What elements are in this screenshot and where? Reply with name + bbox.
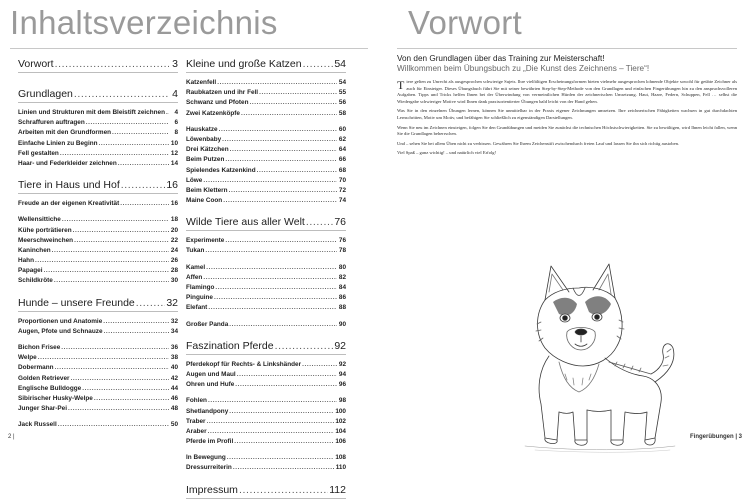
toc-entry[interactable] (18, 128, 178, 138)
leader-dots (55, 363, 169, 373)
toc-entry[interactable] (18, 394, 178, 404)
toc-section[interactable] (186, 58, 346, 73)
leader-dots (223, 196, 337, 206)
leader-dots (215, 283, 337, 293)
toc-entry-title: Drei Kätzchen (186, 146, 229, 154)
toc-entry[interactable] (186, 145, 346, 155)
leader-dots (74, 236, 169, 246)
leader-dots (60, 149, 169, 159)
toc-entry[interactable] (18, 363, 178, 373)
toc-entry-title: Beim Putzen (186, 156, 225, 164)
toc-entry[interactable] (18, 246, 178, 256)
leader-dots (229, 186, 337, 196)
toc-entry-title: Junger Shar-Pei (18, 405, 68, 413)
leader-dots (94, 394, 169, 404)
toc-entry-title: Löwenbaby (186, 135, 222, 143)
leader-dots (234, 437, 334, 447)
toc-column-right (186, 58, 346, 504)
toc-page-number: 34 (170, 327, 178, 335)
page-number-right: Fingerübungen | 3 (689, 434, 742, 440)
foreword-body (397, 79, 737, 160)
toc-entry-title: Augen und Maul (186, 370, 236, 378)
leader-dots (136, 297, 166, 309)
toc-entry-title: Ohren und Hufe (186, 381, 235, 389)
toc-entry[interactable] (186, 88, 346, 98)
toc-entry[interactable] (18, 374, 178, 384)
leader-dots (52, 246, 169, 256)
leader-dots (104, 327, 169, 337)
toc-entry[interactable] (186, 453, 346, 463)
leader-dots (120, 199, 169, 209)
toc-entry-title: Fell gestalten (18, 149, 59, 157)
toc-entry[interactable] (186, 176, 346, 186)
toc-page-number: 8 (174, 129, 178, 137)
leader-dots (230, 145, 337, 155)
toc-entry-title: Maine Coon (186, 197, 223, 205)
leader-dots (166, 108, 169, 118)
spacer (186, 206, 346, 216)
toc-entry-title: Grundlagen (18, 88, 73, 100)
toc-entry-title: Kühe porträtieren (18, 226, 72, 234)
toc-page-number: 96 (338, 381, 346, 389)
leader-dots (118, 159, 169, 169)
spacer (18, 169, 178, 179)
toc-page-number: 12 (170, 149, 178, 157)
toc-entry-title: Vorwort (18, 58, 54, 70)
toc-entry-title: Linien und Strukturen mit dem Bleistift zeichnen (18, 109, 165, 116)
toc-entry-title: Kaninchen (18, 246, 51, 254)
leader-dots (225, 236, 337, 246)
leader-dots (207, 417, 335, 427)
leader-dots (74, 88, 169, 100)
toc-entry-title: Experimente (186, 237, 225, 245)
leader-dots (112, 128, 169, 138)
toc-entry[interactable] (186, 166, 346, 176)
toc-entry[interactable] (186, 437, 346, 447)
title-rule (397, 48, 737, 49)
toc-page-number: 82 (338, 273, 346, 281)
toc-entry-title: Pinguine (186, 294, 213, 302)
toc-page-number: 104 (335, 427, 346, 435)
toc-entry-title: Löwe (186, 176, 203, 184)
toc-entry[interactable] (186, 380, 346, 390)
leader-dots (217, 78, 337, 88)
toc-page-number: 92 (334, 339, 346, 352)
toc-entry[interactable] (18, 215, 178, 225)
leader-dots (208, 396, 337, 406)
foreword-heading (397, 54, 737, 74)
leader-dots (222, 135, 337, 145)
toc-page-number: 42 (170, 374, 178, 382)
toc-entry-title: Beim Klettern (186, 186, 228, 194)
toc-entry[interactable] (18, 327, 178, 337)
leader-dots (58, 420, 169, 430)
toc-entry-title: Elefant (186, 304, 208, 312)
toc-entry[interactable] (186, 246, 346, 256)
leader-dots (219, 125, 337, 135)
toc-entry-title: Englische Bulldogge (18, 384, 82, 392)
page-number-left: 2 | (8, 434, 15, 440)
toc-entry-title: Jack Russell (18, 421, 57, 429)
toc-entry[interactable] (186, 135, 346, 145)
toc-entry-title: Traber (186, 417, 206, 425)
toc-page-number: 40 (170, 364, 178, 372)
toc-entry[interactable] (18, 276, 178, 286)
toc-page-number: 18 (170, 216, 178, 224)
toc-column-left (18, 58, 178, 431)
toc-entry-title: Haar- und Federkleider zeichnen (18, 159, 117, 167)
leader-dots (35, 256, 169, 266)
leader-dots (303, 58, 334, 70)
leader-dots (205, 246, 337, 256)
toc-page-number: 64 (338, 146, 346, 154)
toc-entry[interactable] (18, 266, 178, 276)
toc-entry-title: In Bewegung (186, 454, 226, 462)
toc-entry[interactable] (186, 370, 346, 380)
toc-entry-title: Meerschweinchen (18, 236, 74, 244)
toc-entry[interactable] (18, 139, 178, 149)
toc-entry-title: Pferdekopf für Rechts- & Linkshänder (186, 360, 302, 368)
toc-page-number: 46 (170, 394, 178, 402)
leader-dots (235, 380, 337, 390)
toc-entry-title: Affen (186, 273, 203, 281)
toc-entry-title: Großer Panda (186, 320, 229, 328)
toc-page-number: 24 (170, 246, 178, 254)
toc-entry-title: Faszination Pferde (186, 339, 274, 352)
toc-entry-title: Proportionen und Anatomie (18, 317, 103, 325)
leader-dots (206, 263, 337, 273)
leader-dots (259, 88, 337, 98)
toc-entry-title: Welpe (18, 354, 37, 362)
leader-dots (229, 320, 337, 330)
toc-entry[interactable] (18, 236, 178, 246)
toc-entry-title: Hauskatze (186, 125, 218, 133)
toc-entry[interactable] (18, 149, 178, 159)
leader-dots (86, 118, 169, 128)
toc-entry[interactable] (186, 303, 346, 313)
foreword-title: Vorwort (408, 4, 522, 41)
toc-entry[interactable] (18, 317, 178, 327)
toc-page-number: 88 (338, 304, 346, 312)
toc-entry[interactable] (186, 186, 346, 196)
leader-dots (225, 155, 337, 165)
husky-puppy-illustration (505, 262, 683, 454)
toc-entry-title: Dressurreiterin (186, 464, 232, 472)
toc-entry-title: Tiere in Haus und Hof (18, 179, 120, 192)
toc-page-number: 10 (170, 139, 178, 147)
foreword-paragraph: Tiere gelten zu Unrecht als ausgesprochen schwierige Sujets. Ihre vielfältigen Erscheinungsformen bieten vielmehr ausgesprochen lohnende Objekte sowohl für geübte Zeichner als auch für Einsteiger. Dieses Übungsbuch führt Sie mit seiner bewährten Step-by-Step-Methode von den Grundlagen und einfachen Fingerübungen hin zu den anspruchsvolleren Aufgaben. Tipps und Tricks helfen Ihnen bei der Überwindung von vermeintlichen Hürden der zeichnerischen Umsetzung. Haut, Haare, Federn, Schuppen, Fell … selbst die Wiedergabe schwieriger Motive wird Ihnen dank praxisorientierter Übungen bald leicht von der Hand gehen. (397, 78, 737, 104)
toc-entry[interactable] (18, 108, 178, 118)
toc-entry-title: Impressum (186, 483, 238, 496)
toc-section[interactable] (186, 340, 346, 355)
toc-section[interactable] (186, 216, 346, 231)
toc-entry[interactable] (18, 420, 178, 430)
toc-entry-title: Katzenfell (186, 79, 217, 86)
toc-page-number: 102 (335, 417, 346, 425)
toc-page-number: 55 (338, 89, 346, 97)
toc-entry-title: Hahn (18, 257, 34, 265)
toc-entry[interactable] (18, 384, 178, 394)
toc-page-number: 56 (338, 99, 346, 107)
leader-dots (103, 317, 169, 327)
toc-entry-title: Schraffuren auftragen (18, 119, 85, 127)
leader-dots (71, 374, 170, 384)
foreword-paragraph: Was Sie in den einzelnen Übungen lernen, können Sie unmittelbar in der Praxis eigener Zeichnungen umsetzen. Ihre zeichnerischen Fähigkeiten wachsen in gut durchdachten Lernschritten, Motiv um Motiv, und befähigen Sie schließlich zu eigenständigen Darstellungen. (397, 108, 737, 120)
toc-entry-title: Dobermann (18, 364, 54, 372)
leader-dots (306, 216, 333, 228)
toc-page-number: 78 (338, 247, 346, 255)
toc-entry[interactable] (186, 283, 346, 293)
toc-entry[interactable] (186, 407, 346, 417)
toc-page-number: 48 (170, 405, 178, 413)
toc-entry-title: Flamingo (186, 284, 215, 291)
toc-entry[interactable] (18, 353, 178, 363)
toc-page-number: 72 (338, 186, 346, 194)
foreword-paragraph: Wenn Sie neu im Zeichnen einsteigen, folgen Sie den Grundübungen und meiden Sie zunächst die technischen Höchstschwierigkeiten. Sie zu bewältigen, wird Ihnen leicht fallen, wenn Sie die Grundlagen beherrschen. (397, 124, 737, 137)
leader-dots (121, 179, 166, 191)
toc-page-number: 62 (338, 135, 346, 143)
toc-entry[interactable] (186, 98, 346, 108)
foreword-subheadline: Willkommen beim Übungsbuch zu „Die Kunst des Zeichnens – Tiere“! (397, 64, 650, 73)
leader-dots (99, 139, 169, 149)
toc-page-number: 108 (335, 454, 346, 462)
spacer (18, 287, 178, 297)
toc-entry[interactable] (18, 199, 178, 209)
toc-page-number: 110 (335, 464, 346, 472)
toc-page-number: 36 (170, 344, 178, 351)
toc-page-number: 4 (174, 109, 178, 116)
toc-page-number: 44 (170, 384, 178, 392)
toc-page-number: 54 (338, 79, 346, 86)
toc-title: Inhaltsverzeichnis (10, 4, 278, 41)
toc-entry-title: Schwanz und Pfoten (186, 99, 249, 107)
toc-page-number: 22 (170, 236, 178, 244)
right-page (375, 0, 750, 478)
toc-page-number: 86 (338, 294, 346, 302)
toc-entry-title: Einfache Linien zu Beginn (18, 139, 98, 147)
title-rule (10, 48, 368, 49)
toc-entry[interactable] (186, 417, 346, 427)
foreword-headline: Von den Grundlagen über das Training zur Meisterschaft! (397, 54, 605, 63)
toc-entry-title: Zwei Katzenköpfe (186, 109, 240, 117)
leader-dots (214, 293, 337, 303)
toc-page-number: 70 (338, 176, 346, 184)
toc-entry[interactable] (186, 463, 346, 473)
toc-page-number: 90 (338, 320, 346, 328)
toc-page-number: 94 (338, 370, 346, 378)
toc-entry-title: Arbeiten mit den Grundformen (18, 129, 112, 137)
leader-dots (229, 407, 334, 417)
toc-page-number: 68 (338, 166, 346, 174)
toc-entry-title: Fohlen (186, 397, 207, 405)
leader-dots (82, 384, 169, 394)
toc-entry-title: Kamel (186, 263, 206, 271)
leader-dots (203, 273, 337, 283)
toc-entry-title: Wilde Tiere aus aller Welt (186, 216, 305, 229)
toc-entry[interactable] (18, 343, 178, 353)
toc-entry[interactable] (186, 78, 346, 88)
toc-entry[interactable] (186, 427, 346, 437)
toc-page-number: 80 (338, 263, 346, 271)
toc-page-number: 58 (338, 109, 346, 117)
leader-dots (241, 109, 337, 119)
toc-entry-title: Araber (186, 427, 207, 435)
leader-dots (203, 176, 337, 186)
toc-page-number: 32 (166, 296, 178, 309)
toc-page-number: 84 (338, 284, 346, 291)
toc-entry[interactable] (18, 226, 178, 236)
leader-dots (44, 266, 169, 276)
toc-entry[interactable] (18, 256, 178, 266)
toc-page-number: 16 (170, 200, 178, 208)
toc-entry-title: Tukan (186, 247, 205, 255)
toc-page-number: 20 (170, 226, 178, 234)
toc-page-number: 28 (170, 267, 178, 275)
toc-page-number: 3 (172, 58, 178, 70)
toc-entry[interactable] (186, 196, 346, 206)
toc-page-number: 14 (170, 159, 178, 167)
toc-entry[interactable] (18, 118, 178, 128)
leader-dots (233, 463, 335, 473)
toc-page-number: 112 (329, 483, 346, 496)
spacer (186, 330, 346, 340)
leader-dots (275, 340, 334, 352)
leader-dots (61, 343, 169, 353)
leader-dots (68, 404, 169, 414)
leader-dots (239, 484, 328, 496)
toc-page-number: 66 (338, 156, 346, 164)
toc-page-number: 92 (338, 360, 346, 368)
toc-entry[interactable] (18, 159, 178, 169)
toc-page-number: 76 (338, 237, 346, 245)
toc-entry[interactable] (186, 293, 346, 303)
toc-page-number: 4 (172, 88, 178, 100)
toc-page-number: 60 (338, 125, 346, 133)
toc-page-number: 30 (170, 277, 178, 285)
toc-entry[interactable] (186, 109, 346, 119)
toc-entry-title: Kleine und große Katzen (186, 58, 302, 70)
leader-dots (227, 453, 335, 463)
leader-dots (237, 370, 337, 380)
toc-entry[interactable] (186, 263, 346, 273)
leader-dots (302, 360, 337, 370)
toc-page-number: 76 (334, 216, 346, 229)
leader-dots (54, 276, 169, 286)
leader-dots (257, 166, 337, 176)
toc-section[interactable] (18, 297, 178, 312)
toc-entry[interactable] (186, 155, 346, 165)
toc-entry-title: Papagei (18, 267, 43, 275)
spacer (186, 474, 346, 484)
toc-entry[interactable] (186, 125, 346, 135)
toc-entry-title: Golden Retriever (18, 374, 70, 382)
toc-entry-title: Freude an der eigenen Kreativität (18, 200, 120, 208)
foreword-paragraph: Viel Spaß – ganz wichtig! – und natürlich viel Erfolg! (397, 150, 497, 156)
toc-section[interactable] (18, 179, 178, 194)
toc-section[interactable] (18, 88, 178, 103)
left-page (0, 0, 375, 496)
toc-page-number: 74 (338, 197, 346, 205)
toc-page-number: 106 (335, 438, 346, 446)
toc-entry-title: Hunde – unsere Freunde (18, 296, 135, 309)
toc-page-number: 54 (334, 58, 346, 70)
toc-entry[interactable] (186, 273, 346, 283)
toc-entry-title: Spielendes Katzenkind (186, 166, 256, 174)
leader-dots (38, 353, 169, 363)
toc-entry[interactable] (186, 320, 346, 330)
leader-dots (55, 58, 169, 70)
drop-cap: T (397, 78, 405, 92)
toc-entry-title: Sibirischer Husky-Welpe (18, 394, 93, 402)
toc-page-number: 26 (170, 257, 178, 265)
toc-entry-title: Pferde im Profil (186, 438, 234, 446)
toc-section[interactable] (18, 58, 178, 73)
toc-page-number: 100 (335, 407, 346, 415)
toc-entry[interactable] (186, 360, 346, 370)
toc-entry-title: Shetlandpony (186, 407, 229, 415)
toc-section[interactable] (186, 484, 346, 499)
toc-entry[interactable] (186, 396, 346, 406)
toc-entry-title: Raubkatzen und ihr Fell (186, 89, 259, 97)
toc-page-number: 32 (170, 317, 178, 325)
leader-dots (73, 226, 169, 236)
toc-page-number: 16 (166, 179, 178, 192)
toc-page-number: 50 (170, 421, 178, 429)
toc-page-number: 6 (174, 119, 178, 127)
leader-dots (62, 215, 169, 225)
toc-entry[interactable] (186, 236, 346, 246)
toc-page-number: 38 (170, 354, 178, 362)
leader-dots (250, 98, 338, 108)
foreword-paragraph: Und – sehen Sie bei allem Üben nicht zu verbissen. Gewähren Sie Ihrem Zeichenstift zwischendurch freien Lauf und lassen Sie ihn sich richtig austoben. (397, 140, 680, 146)
toc-entry-title: Bichon Frisee (18, 344, 61, 351)
spacer (18, 78, 178, 88)
toc-entry[interactable] (18, 404, 178, 414)
leader-dots (208, 303, 337, 313)
toc-entry-title: Wellensittiche (18, 216, 61, 224)
leader-dots (208, 427, 335, 437)
toc-entry-title: Augen, Pfote und Schnauze (18, 327, 103, 335)
toc-page-number: 98 (338, 397, 346, 405)
toc-entry-title: Schildkröte (18, 277, 53, 285)
